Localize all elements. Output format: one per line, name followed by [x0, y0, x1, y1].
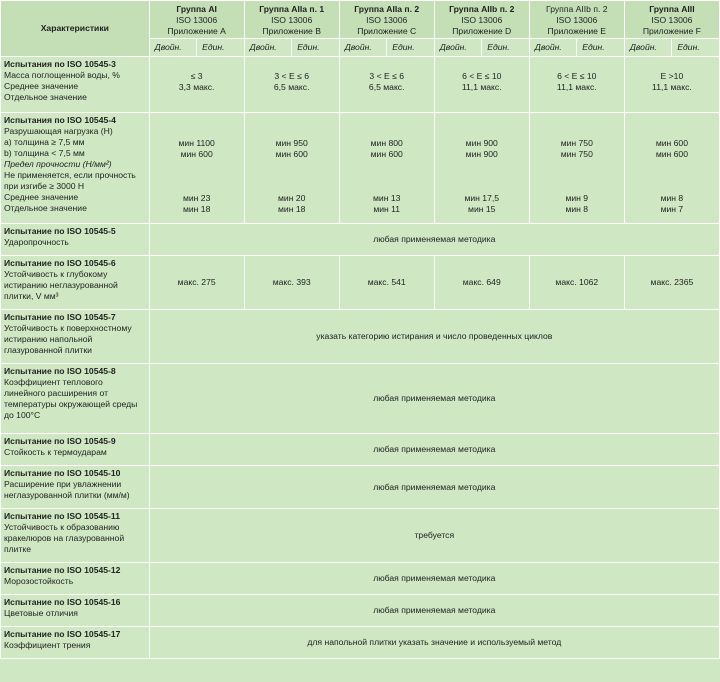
- table-cell: указать категорию истирания и число проведенных циклов: [149, 310, 719, 364]
- table-cell: мин 1100 мин 600 мин 23 мин 18: [149, 113, 244, 224]
- table-cell: мин 800 мин 600 мин 13 мин 11: [339, 113, 434, 224]
- table-row: [1, 256, 720, 310]
- table-cell: макс. 275: [149, 256, 244, 310]
- row-label: Испытание по ISO 10545-6 Устойчивость к глубокому истиранию неглазурованной плитки, V мм³: [1, 256, 150, 310]
- sub-double: Двойн.: [149, 39, 197, 57]
- table-row: [1, 466, 720, 509]
- table-cell: макс. 2365: [624, 256, 719, 310]
- table-row: [1, 224, 720, 256]
- table-cell: мин 950 мин 600 мин 20 мин 18: [244, 113, 339, 224]
- sub-single: Един.: [292, 39, 340, 57]
- table-cell: мин 900 мин 900 мин 17,5 мин 15: [434, 113, 529, 224]
- table-cell: любая применяемая методика: [149, 224, 719, 256]
- table-cell: любая применяемая методика: [149, 563, 719, 595]
- table-row: [1, 364, 720, 434]
- table-cell: для напольной плитки указать значение и используемый метод: [149, 627, 719, 659]
- table-cell: 6 < Е ≤ 10 11,1 макс.: [529, 57, 624, 113]
- sub-double: Двойн.: [624, 39, 672, 57]
- table-row: [1, 113, 720, 224]
- table-row: [1, 57, 720, 113]
- row-label: Испытание по ISO 10545-17 Коэффициент трения: [1, 627, 150, 659]
- table-cell: требуется: [149, 509, 719, 563]
- header-group-aiib2-e: Группа AIIb п. 2 ISO 13006 Приложение Е: [529, 1, 624, 39]
- row-label: Испытание по ISO 10545-9 Стойкость к термоударам: [1, 434, 150, 466]
- table-cell: любая применяемая методика: [149, 466, 719, 509]
- table-cell: 3 < Е ≤ 6 6,5 макс.: [244, 57, 339, 113]
- row-label: Испытание по ISO 10545-16 Цветовые отличия: [1, 595, 150, 627]
- sub-single: Един.: [672, 39, 720, 57]
- header-group-ai: Группа AI ISO 13006 Приложение А: [149, 1, 244, 39]
- table-cell: любая применяемая методика: [149, 434, 719, 466]
- table-row: [1, 509, 720, 563]
- table-row: [1, 434, 720, 466]
- row-label: Испытания по ISO 10545-3 Масса поглощенной воды, % Среднее значение Отдельное значение: [1, 57, 150, 113]
- table-cell: Е >10 11,1 макс.: [624, 57, 719, 113]
- table-cell: мин 750 мин 750 мин 9 мин 8: [529, 113, 624, 224]
- header-group-aiii: Группа AIII ISO 13006 Приложение F: [624, 1, 719, 39]
- table-cell: макс. 541: [339, 256, 434, 310]
- sub-single: Един.: [577, 39, 625, 57]
- table-row: [1, 627, 720, 659]
- sub-double: Двойн.: [244, 39, 292, 57]
- header-group-aiib2-d: Группа AIIb п. 2 ISO 13006 Приложение D: [434, 1, 529, 39]
- table-cell: макс. 649: [434, 256, 529, 310]
- table-row: [1, 595, 720, 627]
- row-label: Испытание по ISO 10545-5 Ударопрочность: [1, 224, 150, 256]
- sub-double: Двойн.: [339, 39, 387, 57]
- row-label: Испытание по ISO 10545-12 Морозостойкость: [1, 563, 150, 595]
- table-cell: ≤ 3 3,3 макс.: [149, 57, 244, 113]
- header-row: [1, 1, 720, 39]
- row-label: Испытание по ISO 10545-7 Устойчивость к поверхностному истиранию напольной глазурованной плитки: [1, 310, 150, 364]
- header-group-aiia1: Группа AIIa п. 1 ISO 13006 Приложение В: [244, 1, 339, 39]
- row-label: Испытание по ISO 10545-10 Расширение при увлажнении неглазурованной плитки (мм/м): [1, 466, 150, 509]
- row-label: Испытания по ISO 10545-4 Разрушающая нагрузка (Н) а) толщина ≥ 7,5 мм b) толщина < 7,5 мм Предел прочности (Н/мм²) Не применяется, если прочность при изгибе ≥ 3000 Н Среднее значение Отдельное значение: [1, 113, 150, 224]
- sub-double: Двойн.: [434, 39, 482, 57]
- table-cell: любая применяемая методика: [149, 364, 719, 434]
- table-row: [1, 563, 720, 595]
- sub-double: Двойн.: [529, 39, 577, 57]
- row-label: Испытание по ISO 10545-8 Коэффициент теплового линейного расширения от температуры окружающей среды до 100°С: [1, 364, 150, 434]
- table-cell: макс. 393: [244, 256, 339, 310]
- header-group-aiia2: Группа AIIa п. 2 ISO 13006 Приложение С: [339, 1, 434, 39]
- row-label: Испытание по ISO 10545-11 Устойчивость к образованию кракелюров на глазурованной плитке: [1, 509, 150, 563]
- sub-single: Един.: [197, 39, 245, 57]
- sub-single: Един.: [387, 39, 435, 57]
- header-characteristics: Характеристики: [1, 1, 150, 57]
- table-cell: любая применяемая методика: [149, 595, 719, 627]
- table-cell: мин 600 мин 600 мин 8 мин 7: [624, 113, 719, 224]
- table-row: [1, 310, 720, 364]
- table-cell: макс. 1062: [529, 256, 624, 310]
- table-cell: 6 < Е ≤ 10 11,1 макс.: [434, 57, 529, 113]
- table-cell: 3 < Е ≤ 6 6,5 макс.: [339, 57, 434, 113]
- sub-single: Един.: [482, 39, 530, 57]
